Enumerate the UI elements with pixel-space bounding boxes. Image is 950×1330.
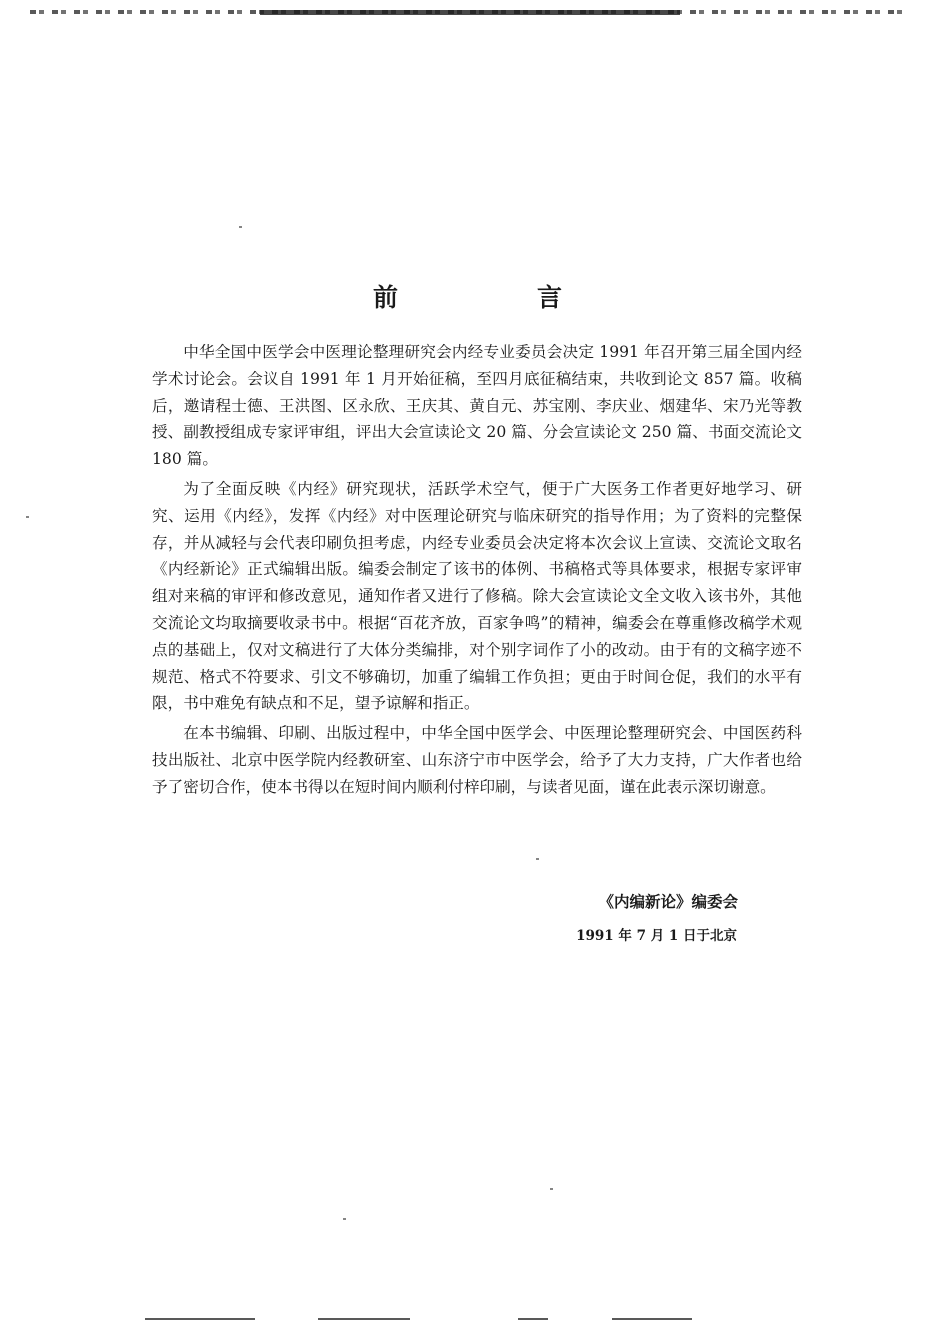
scan-speck: [26, 516, 29, 518]
signature-editor: 《内编新论》编委会: [598, 892, 738, 911]
scan-edge-bottom: [318, 1318, 410, 1320]
page-title: [0, 278, 950, 312]
scan-edge-bottom: [612, 1318, 692, 1320]
scan-speck: [536, 858, 539, 860]
scan-speck: [550, 1188, 553, 1190]
paragraph-1: 中华全国中医学会中医理论整理研究会内经专业委员会决定 1991 年召开第三届全国内经学术讨论会。会议自 1991 年 1 月开始征稿，至四月底征稿结束，共收到论文 857 篇。收稿后，邀请程士德、王洪图、区永欣、王庆其、黄自元、苏宝刚、李庆业、烟建华、宋乃光等教授、副教授组成专家评审组，评出大会宣读论文 20 篇、分会宣读论文 250 篇、书面交流论文 180 篇。: [152, 343, 802, 469]
scan-speck: [343, 1218, 346, 1220]
paragraph-3: 在本书编辑、印刷、出版过程中，中华全国中医学会、中医理论整理研究会、中国医药科技出版社、北京中医学院内经教研室、山东济宁市中医学会，给予了大力支持，广大作者也给予了密切合作，使本书得以在短时间内顺利付梓印刷，与读者见面，谨在此表示深切谢意。: [152, 724, 802, 796]
scan-edge-bottom: [145, 1318, 255, 1320]
title-char-1: 前: [373, 283, 399, 312]
paragraph-2: 为了全面反映《内经》研究现状，活跃学术空气，便于广大医务工作者更好地学习、研究、运用《内经》，发挥《内经》对中医理论研究与临床研究的指导作用；为了资料的完整保存，并从减轻与会代表印刷负担考虑，内经专业委员会决定将本次会议上宣读、交流论文取名《内经新论》正式编辑出版。编委会制定了该书的体例、书稿格式等具体要求，根据专家评审组对来稿的审评和修改意见，通知作者又进行了修稿。除大会宣读论文全文收入该书外，其他交流论文均取摘要收录书中。根据“百花齐放，百家争鸣”的精神，编委会在尊重修改稿学术观点的基础上，仅对文稿进行了大体分类编排，对个别字词作了小的改动。由于有的文稿字迹不规范、格式不符要求、引文不够确切，加重了编辑工作负担；更由于时间仓促，我们的水平有限，书中难免有缺点和不足，望予谅解和指正。: [152, 479, 802, 713]
preface-body: [152, 339, 802, 801]
scan-speck: [239, 226, 242, 228]
scan-edge-bottom: [518, 1318, 548, 1320]
title-char-2: 言: [537, 283, 563, 312]
signature-date: 1991 年 7 月 1 日于北京: [576, 928, 737, 944]
scan-edge-top-heavy: [260, 10, 680, 15]
